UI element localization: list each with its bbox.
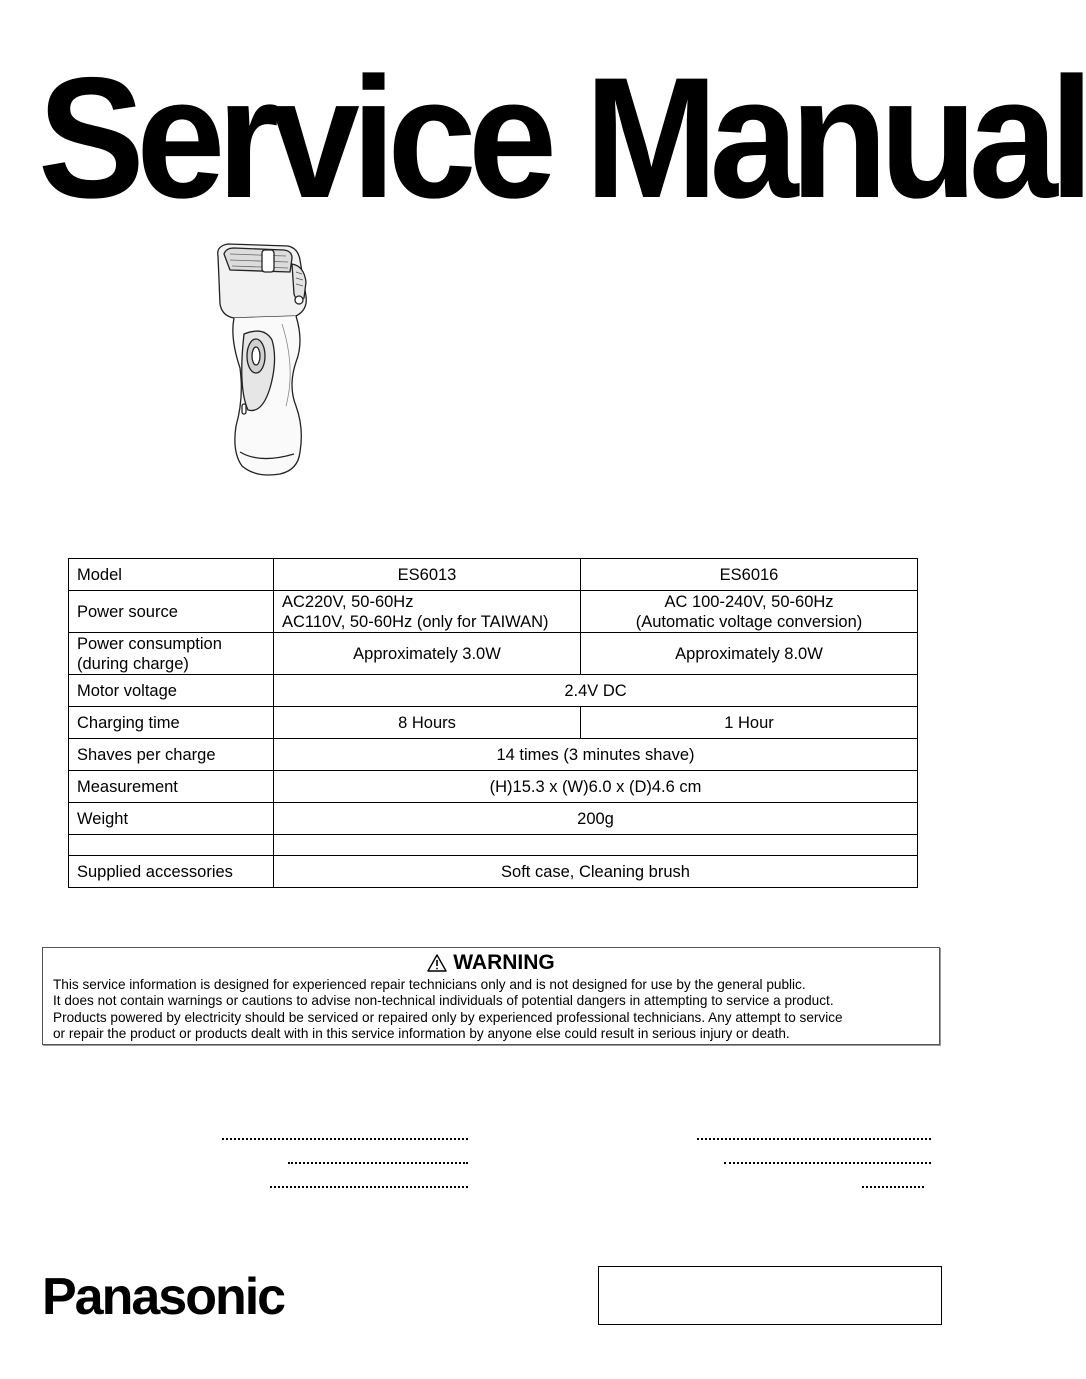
warning-box	[42, 947, 940, 1045]
spec-value-es6016: Approximately 8.0W	[581, 633, 918, 675]
warning-line: It does not contain warnings or cautions to advise non-technical individuals of potential dangers in attempting to service a product.	[53, 993, 834, 1009]
order-number-box	[598, 1266, 942, 1325]
warning-triangle-icon	[427, 954, 447, 972]
spec-label: Motor voltage	[69, 675, 274, 707]
warning-heading	[53, 950, 929, 976]
spacer-cell	[69, 835, 274, 856]
table-row	[69, 707, 918, 739]
table-row	[69, 856, 918, 888]
spec-value-both: 200g	[274, 803, 918, 835]
spec-value-both: (H)15.3 x (W)6.0 x (D)4.6 cm	[274, 771, 918, 803]
dotted-leader-line	[724, 1162, 931, 1164]
electric-shaver-illustration	[200, 238, 330, 483]
spec-value-line: AC110V, 50-60Hz (only for TAIWAN)	[282, 612, 549, 631]
spec-label-line: (during charge)	[77, 654, 189, 673]
spacer-cell	[274, 835, 918, 856]
spec-value-es6016: 1 Hour	[581, 707, 918, 739]
spec-value-es6013: 8 Hours	[274, 707, 581, 739]
spec-label: Power source	[69, 591, 274, 633]
spec-value-line: AC220V, 50-60Hz	[282, 592, 414, 611]
warning-title: WARNING	[453, 951, 555, 974]
table-row	[69, 633, 918, 675]
spec-label: Measurement	[69, 771, 274, 803]
spec-value-es6016: ES6016	[581, 559, 918, 591]
dotted-leader-line	[697, 1138, 931, 1140]
warning-line: Products powered by electricity should be serviced or repaired only by experienced professional technicians. Any attempt to service	[53, 1009, 843, 1025]
warning-text	[53, 977, 929, 1042]
panasonic-logo: Panasonic	[42, 1268, 285, 1326]
table-row	[69, 675, 918, 707]
spec-label: Charging time	[69, 707, 274, 739]
dotted-leader-line	[862, 1186, 924, 1188]
spec-label: Supplied accessories	[69, 856, 274, 888]
spec-value-line: AC 100-240V, 50-60Hz	[664, 592, 834, 611]
spec-label	[69, 633, 274, 675]
page-title: Service Manual	[38, 42, 1086, 234]
spec-value-both: Soft case, Cleaning brush	[274, 856, 918, 888]
warning-line: This service information is designed for experienced repair technicians only and is not designed for use by the general public.	[53, 977, 806, 992]
table-row	[69, 559, 918, 591]
table-row-spacer	[69, 835, 918, 856]
spec-label: Shaves per charge	[69, 739, 274, 771]
specifications-table	[68, 558, 918, 888]
dotted-leader-line	[222, 1138, 468, 1140]
dotted-leader-line	[288, 1162, 468, 1164]
spec-value-both: 14 times (3 minutes shave)	[274, 739, 918, 771]
dotted-leader-line	[270, 1186, 468, 1188]
spec-value-es6013: ES6013	[274, 559, 581, 591]
table-row	[69, 771, 918, 803]
table-row	[69, 803, 918, 835]
spec-label: Weight	[69, 803, 274, 835]
spec-value-es6016	[581, 591, 918, 633]
table-row	[69, 739, 918, 771]
spec-value-es6013	[274, 591, 581, 633]
warning-line: or repair the product or products dealt with in this service information by anyone else could result in serious injury or death.	[53, 1025, 790, 1041]
spec-value-both: 2.4V DC	[274, 675, 918, 707]
spec-value-es6013: Approximately 3.0W	[274, 633, 581, 675]
spec-value-line: (Automatic voltage conversion)	[635, 612, 863, 631]
spec-label: Model	[69, 559, 274, 591]
spec-label-line: Power consumption	[77, 634, 222, 653]
table-row	[69, 591, 918, 633]
